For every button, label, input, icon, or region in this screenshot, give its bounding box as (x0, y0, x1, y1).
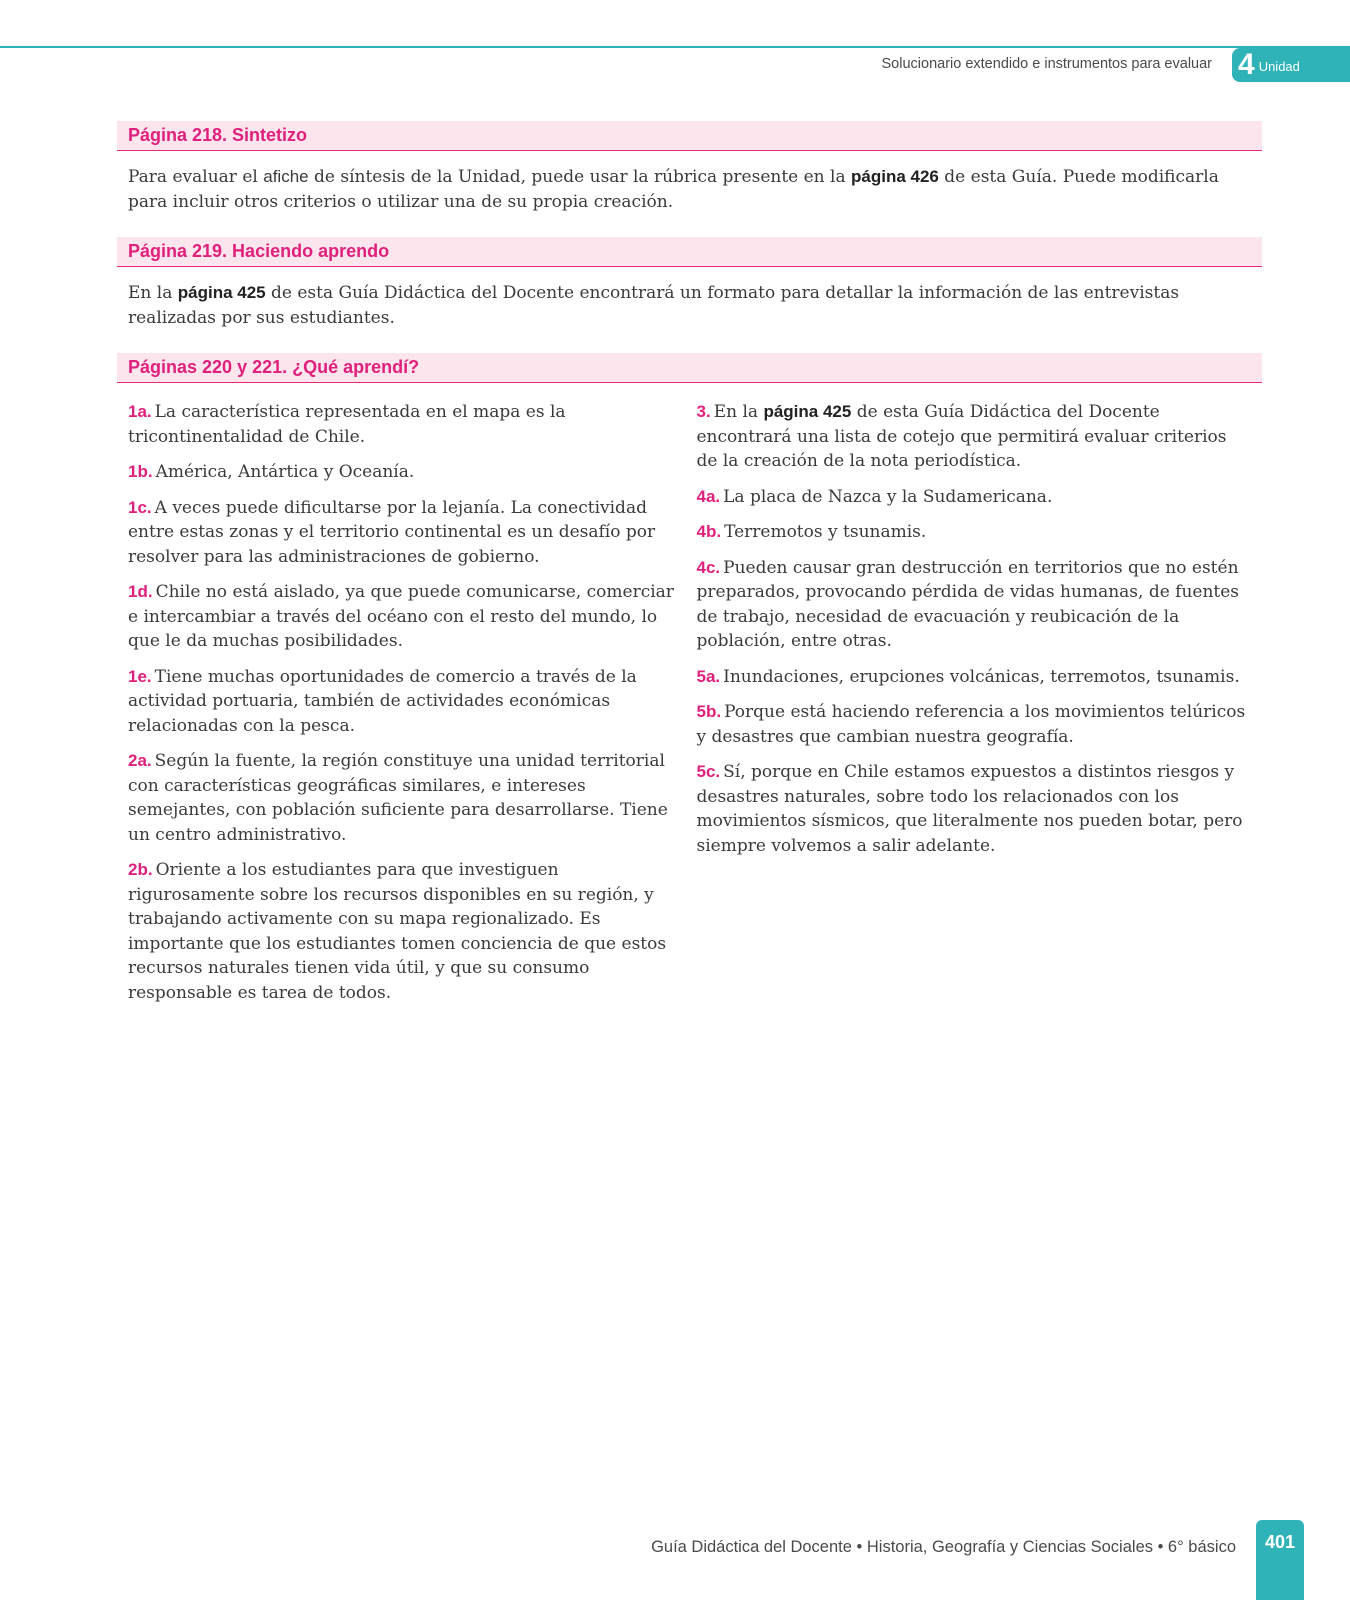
answer-key: 1a. (128, 402, 152, 421)
answer-text: En la (713, 402, 764, 422)
page-number-tab (1256, 1520, 1304, 1600)
section-heading-219: Página 219. Haciendo aprendo (117, 237, 1262, 267)
unit-tab (1232, 48, 1350, 82)
page-reference: página 425 (177, 283, 266, 302)
answer-text: La característica representada en el mapa es la tricontinentalidad de Chile. (128, 402, 566, 447)
text-run: Para evaluar el (128, 167, 264, 187)
answer-item (128, 400, 683, 449)
answer-key: 1b. (128, 462, 153, 481)
text-run: de esta Guía. Puede modificarla para incluir otros criterios o utilizar una de su propia creación. (128, 167, 1219, 212)
page-content (117, 121, 1262, 1016)
answer-key: 2a. (128, 751, 152, 770)
answer-item (128, 665, 683, 739)
page-reference: página 425 (763, 402, 852, 421)
answer-key: 4b. (696, 522, 722, 541)
text-run: afiche (263, 167, 309, 186)
answer-item (128, 496, 683, 570)
answer-key: 5c. (696, 762, 721, 781)
running-header: Solucionario extendido e instrumentos para evaluar (881, 56, 1212, 72)
answer-key: 3. (696, 402, 711, 421)
answer-text: de esta Guía Didáctica del Docente encontrará una lista de cotejo que permitirá evaluar criterios de la creación de la nota periodística. (696, 402, 1227, 471)
answer-key: 5a. (696, 666, 721, 686)
answers-left-column (128, 400, 683, 1016)
answer-key: 1d. (128, 582, 153, 601)
header-rule (0, 46, 1350, 48)
answer-item (697, 400, 1252, 474)
answers-right-column (697, 400, 1252, 1016)
text-run: de síntesis de la Unidad, puede usar la rúbrica presente en la (308, 167, 852, 187)
text-run: En la (128, 283, 178, 303)
answer-key: 1c. (128, 497, 152, 517)
answer-text: La placa de Nazca y la Sudamericana. (723, 486, 1053, 507)
answer-text: Oriente a los estudiantes para que investiguen rigurosamente sobre los recursos disponibles en su región, y trabajando activamente con su mapa regionalizado. Es importante que los estudiantes tomen conciencia de que estos recursos naturales tienen vida útil, y que su consumo responsable es tarea de todos. (128, 860, 667, 1003)
answer-key: 1e. (128, 666, 152, 686)
answer-text: Pueden causar gran destrucción en territorios que no estén preparados, provocando pérdida de vidas humanas, de fuentes de trabajo, necesidad de evacuación y reubicación de la población, entre otras. (696, 557, 1240, 651)
answer-text: Terremotos y tsunamis. (724, 522, 927, 542)
answer-key: 5b. (696, 702, 722, 721)
running-footer: Guía Didáctica del Docente • Historia, Geografía y Ciencias Sociales • 6° básico (651, 1538, 1236, 1556)
answer-text: Tiene muchas oportunidades de comercio a través de la actividad portuaria, también de actividades económicas relacionadas con la pesca. (128, 666, 637, 736)
answer-text: América, Antártica y Oceanía. (155, 462, 415, 482)
page-number: 401 (1264, 1532, 1296, 1552)
answer-item (697, 556, 1252, 654)
answer-item (697, 665, 1252, 690)
answer-item (128, 858, 683, 1005)
answers-columns (117, 383, 1262, 1016)
section-paragraph-219 (117, 267, 1262, 330)
answer-key: 4c. (696, 557, 721, 577)
answer-text: Inundaciones, erupciones volcánicas, terremotos, tsunamis. (723, 666, 1240, 687)
answer-item (697, 700, 1252, 749)
answer-item (128, 460, 683, 485)
section-heading-220-221: Páginas 220 y 221. ¿Qué aprendí? (117, 353, 1262, 383)
unit-number: 4 (1238, 48, 1255, 81)
section-heading-218: Página 218. Sintetizo (117, 121, 1262, 151)
answer-text: Sí, porque en Chile estamos expuestos a distintos riesgos y desastres naturales, sobre todo los relacionados con los movimientos sísmicos, que literalmente nos pueden botar, pero siempre volvemos a salir adelante. (696, 762, 1243, 856)
answer-item (697, 760, 1252, 858)
answer-item (697, 520, 1252, 545)
answer-text: A veces puede dificultarse por la lejanía. La conectividad entre estas zonas y el territorio continental es un desafío por resolver para las administraciones de gobierno. (128, 497, 656, 567)
answer-text: Según la fuente, la región constituye una unidad territorial con características geográficas similares, e intereses semejantes, con población suficiente para desarrollarse. Tiene un centro administrativo. (128, 751, 668, 845)
answer-key: 2b. (128, 860, 153, 879)
answer-item (697, 485, 1252, 510)
answer-text: Porque está haciendo referencia a los movimientos telúricos y desastres que cambian nuestra geografía. (696, 702, 1246, 747)
text-run: de esta Guía Didáctica del Docente encontrará un formato para detallar la información de las entrevistas realizadas por sus estudiantes. (128, 283, 1180, 328)
answer-key: 4a. (696, 486, 721, 506)
page-reference: página 426 (851, 167, 939, 186)
section-paragraph-218 (117, 151, 1262, 214)
answer-item (128, 749, 683, 847)
answer-text: Chile no está aislado, ya que puede comunicarse, comerciar e intercambiar a través del océano con el resto del mundo, lo que le da muchas posibilidades. (128, 582, 674, 651)
answer-item (128, 580, 683, 654)
unit-label: Unidad (1258, 58, 1300, 74)
